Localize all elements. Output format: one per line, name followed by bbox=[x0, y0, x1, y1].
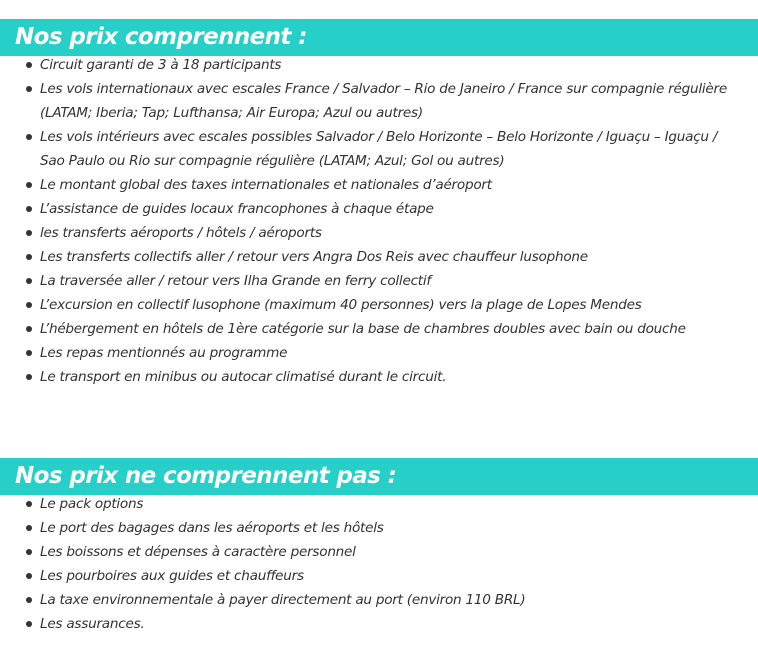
list-item: Les assurances. bbox=[0, 612, 740, 636]
list-item: Les vols intérieurs avec escales possibles Salvador / Belo Horizonte – Belo Horizonte / Iguaçu – Iguaçu / Sao Paulo ou Rio sur compagnie régulière (LATAM; Azul; Gol ou autres) bbox=[0, 125, 740, 173]
list-item: Les transferts collectifs aller / retour vers Angra Dos Reis avec chauffeur lusophone bbox=[0, 245, 740, 269]
list-item: Les repas mentionnés au programme bbox=[0, 341, 740, 365]
list-item: Circuit garanti de 3 à 18 participants bbox=[0, 53, 740, 77]
list-item: Les boissons et dépenses à caractère personnel bbox=[0, 540, 740, 564]
list-item: Les vols internationaux avec escales France / Salvador – Rio de Janeiro / France sur compagnie régulière (LATAM; Iberia; Tap; Lufthansa; Air Europa; Azul ou autres) bbox=[0, 77, 740, 125]
list-item: les transferts aéroports / hôtels / aéroports bbox=[0, 221, 740, 245]
excluded-list bbox=[0, 492, 740, 636]
included-list bbox=[0, 53, 740, 389]
excluded-section-title: Nos prix ne comprennent pas : bbox=[0, 458, 758, 495]
list-item: Les pourboires aux guides et chauffeurs bbox=[0, 564, 740, 588]
included-section-title: Nos prix comprennent : bbox=[0, 19, 758, 56]
list-item: L’excursion en collectif lusophone (maximum 40 personnes) vers la plage de Lopes Mendes bbox=[0, 293, 740, 317]
list-item: L’hébergement en hôtels de 1ère catégorie sur la base de chambres doubles avec bain ou douche bbox=[0, 317, 740, 341]
list-item: Le transport en minibus ou autocar climatisé durant le circuit. bbox=[0, 365, 740, 389]
list-item: Le port des bagages dans les aéroports et les hôtels bbox=[0, 516, 740, 540]
list-item: Le montant global des taxes internationales et nationales d’aéroport bbox=[0, 173, 740, 197]
list-item: La taxe environnementale à payer directement au port (environ 110 BRL) bbox=[0, 588, 740, 612]
list-item: L’assistance de guides locaux francophones à chaque étape bbox=[0, 197, 740, 221]
list-item: Le pack options bbox=[0, 492, 740, 516]
list-item: La traversée aller / retour vers Ilha Grande en ferry collectif bbox=[0, 269, 740, 293]
